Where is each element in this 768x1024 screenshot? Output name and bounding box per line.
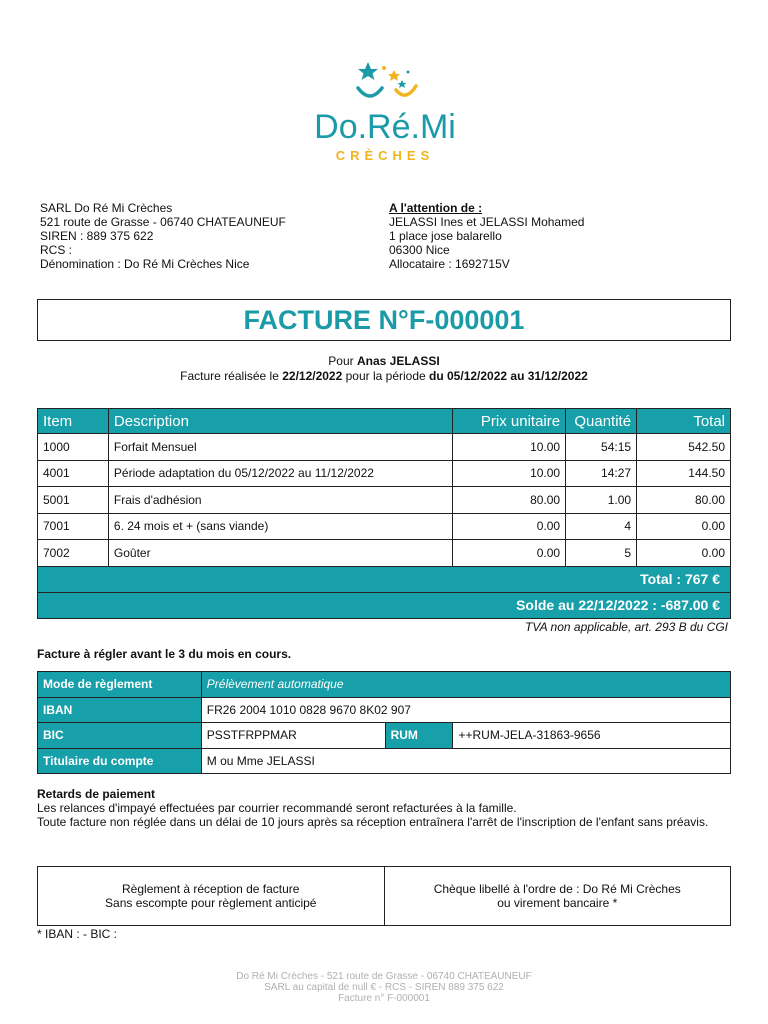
period-label: pour la période [342,369,430,383]
item-quantity: 4 [566,513,637,540]
invoice-for-line [37,354,731,369]
logo-stars-icon [348,60,424,106]
items-table [37,408,731,619]
item-unit-price: 0.00 [453,513,566,540]
header-quantity: Quantité [566,409,637,434]
holder-label: Titulaire du compte [38,748,202,774]
table-row [38,540,731,567]
recipient-street: 1 place jose balarello [389,229,502,243]
item-unit-price: 10.00 [453,434,566,461]
total-row [38,566,731,592]
bic-label: BIC [38,723,202,749]
header-unit-price: Prix unitaire [453,409,566,434]
made-label: Facture réalisée le [180,369,283,383]
item-code: 7001 [38,513,109,540]
late-payment-notes [37,787,731,829]
payment-table [37,671,731,774]
item-total: 144.50 [637,460,731,487]
payment-mode-label: Mode de règlement [38,672,202,698]
notes-heading: Retards de paiement [37,787,156,801]
bic-value: PSSTFRPPMAR [201,723,385,749]
invoice-total: Total : 767 € [38,566,731,592]
items-header-row [38,409,731,434]
invoice-subtitle [37,354,731,384]
item-code: 5001 [38,487,109,514]
invoice-balance: Solde au 22/12/2022 : -687.00 € [38,592,731,618]
terms-right-line-1: Chèque libellé à l'ordre de : Do Ré Mi Crèches [433,882,681,896]
item-code: 7002 [38,540,109,567]
iban-label: IBAN [38,697,202,723]
item-unit-price: 10.00 [453,460,566,487]
item-quantity: 54:15 [566,434,637,461]
item-total: 80.00 [637,487,731,514]
item-total: 0.00 [637,513,731,540]
seller-street: 521 route de Grasse - 06740 CHATEAUNEUF [40,215,286,229]
notes-line-2: Toute facture non réglée dans un délai de 10 jours après sa réception entraînera l'arrêt de l'inscription de l'enfant sans préavis. [37,815,709,829]
recipient-address [389,201,584,271]
payment-terms-left [38,867,384,925]
item-code: 4001 [38,460,109,487]
invoice-date: 22/12/2022 [282,369,343,383]
seller-siren: SIREN : 889 375 622 [40,229,154,243]
item-quantity: 1.00 [566,487,637,514]
item-unit-price: 0.00 [453,540,566,567]
notes-line-1: Les relances d'impayé effectuées par courrier recommandé seront refacturées à la famille. [37,801,517,815]
iban-row [38,697,731,723]
item-description: Période adaptation du 05/12/2022 au 11/12/2022 [108,460,452,487]
logo-wordmark: Do.Ré.Mi [314,108,456,146]
company-logo [300,58,470,168]
recipient-allocataire: Allocataire : 1692715V [389,257,510,271]
invoice-date-line [37,369,731,384]
footer-line-1: Do Ré Mi Crèches - 521 route de Grasse - 06740 CHATEAUNEUF [236,971,532,982]
attention-label: A l'attention de : [389,201,483,215]
item-total: 542.50 [637,434,731,461]
for-label: Pour [328,354,357,368]
iban-bic-line: * IBAN : - BIC : [37,927,118,941]
payment-mode-row [38,672,731,698]
bic-row [38,723,731,749]
holder-row [38,748,731,774]
item-total: 0.00 [637,540,731,567]
due-note: Facture à régler avant le 3 du mois en cours. [37,647,292,661]
tva-note: TVA non applicable, art. 293 B du CGI [524,620,728,634]
item-description: Forfait Mensuel [108,434,452,461]
terms-left-line-1: Règlement à réception de facture [122,882,300,896]
footer-line-3: Facture n° F-000001 [338,993,430,1004]
item-description: 6. 24 mois et + (sans viande) [108,513,452,540]
table-row [38,460,731,487]
seller-name: SARL Do Ré Mi Crèches [40,201,173,215]
payment-mode-value: Prélèvement automatique [201,672,730,698]
payment-terms-box [37,866,731,926]
table-row [38,487,731,514]
recipient-city: 06300 Nice [389,243,450,257]
rum-value: ++RUM-JELA-31863-9656 [453,723,731,749]
header-description: Description [108,409,452,434]
terms-left-line-2: Sans escompte pour règlement anticipé [105,896,317,910]
terms-right-line-2: ou virement bancaire * [497,896,618,910]
payment-terms-right [384,867,731,925]
header-total: Total [637,409,731,434]
child-name: Anas JELASSI [356,354,440,368]
item-description: Goûter [108,540,452,567]
item-unit-price: 80.00 [453,487,566,514]
item-code: 1000 [38,434,109,461]
table-row [38,434,731,461]
invoice-title-box [37,299,731,341]
holder-value: M ou Mme JELASSI [201,748,730,774]
footer-line-2: SARL au capital de null € - RCS - SIREN 889 375 622 [264,982,504,993]
balance-row [38,592,731,618]
header-item: Item [38,409,109,434]
item-quantity: 14:27 [566,460,637,487]
seller-address [40,201,286,271]
rum-label: RUM [385,723,453,749]
recipient-names: JELASSI Ines et JELASSI Mohamed [389,215,585,229]
item-description: Frais d'adhésion [108,487,452,514]
logo-subline: CRÈCHES [335,148,435,163]
seller-rcs: RCS : [40,243,73,257]
invoice-period: du 05/12/2022 au 31/12/2022 [429,369,588,383]
table-row [38,513,731,540]
item-quantity: 5 [566,540,637,567]
iban-value: FR26 2004 1010 0828 9670 8K02 907 [201,697,730,723]
page-footer [0,971,768,1004]
invoice-title: FACTURE N°F-000001 [243,304,525,335]
seller-denomination: Dénomination : Do Ré Mi Crèches Nice [40,257,250,271]
